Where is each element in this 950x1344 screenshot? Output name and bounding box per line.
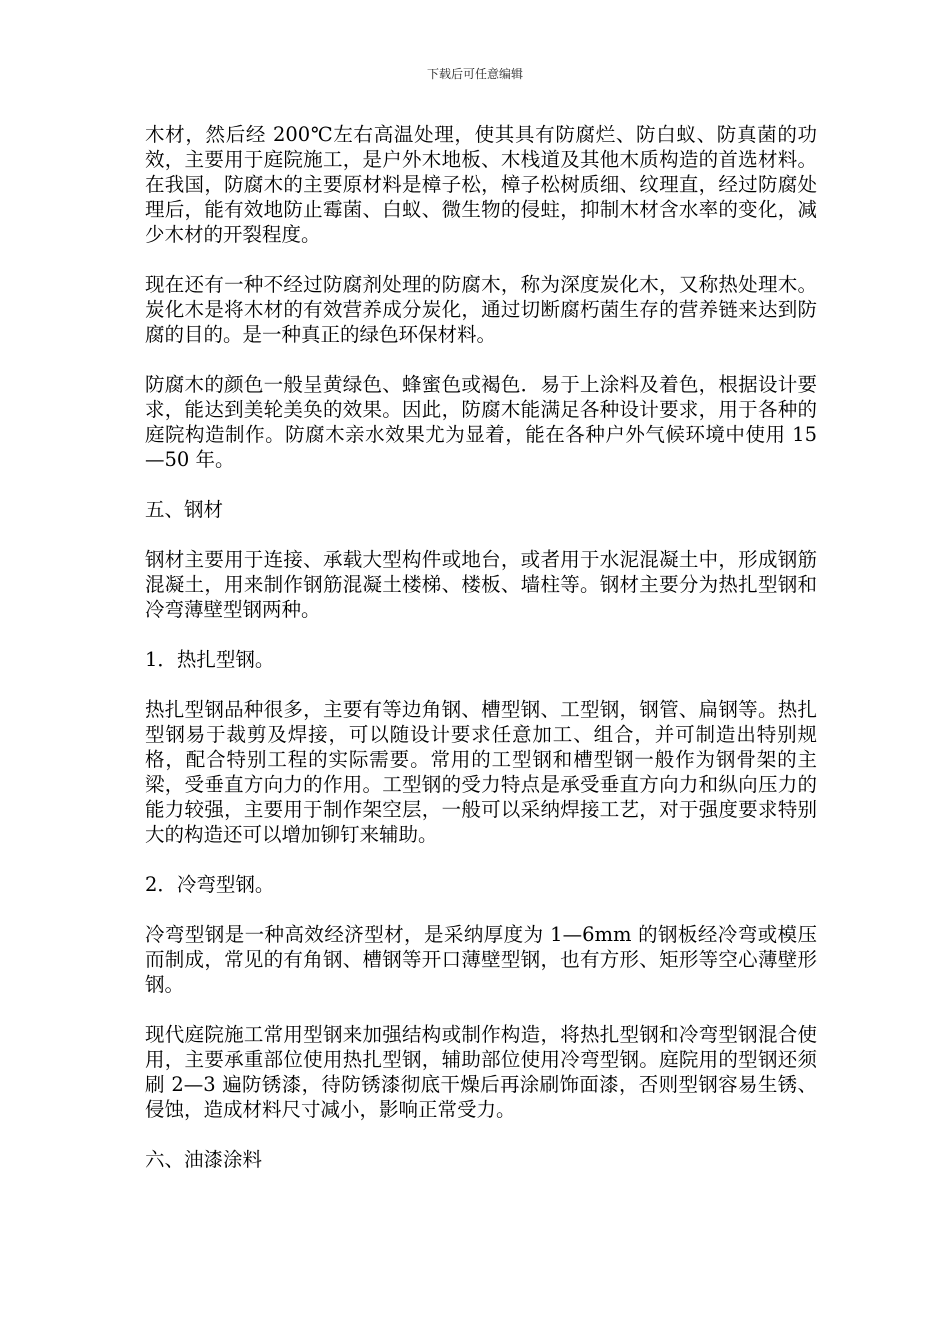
subheading-cold-formed-steel: 2．冷弯型钢。	[145, 873, 275, 896]
section-heading-steel: 五、钢材	[145, 498, 224, 521]
paragraph-steel-usage: 钢材主要用于连接、承载大型构件或地台，或者用于水泥混凝土中，形成钢筋混凝土，用来制作钢筋混凝土楼梯、楼板、墙柱等。钢材主要分为热扎型钢和冷弯薄壁型钢两种。	[145, 548, 817, 621]
paragraph-wood-color: 防腐木的颜色一般呈黄绿色、蜂蜜色或褐色．易于上涂料及着色，根据设计要求，能达到美轮美奂的效果。因此，防腐木能满足各种设计要求，用于各种的庭院构造制作。防腐木亲水效果尤为显着，能在各种户外气候环境中使用 15—50 年。	[145, 373, 817, 471]
paragraph-steel-mixed-use: 现代庭院施工常用型钢来加强结构或制作构造，将热扎型钢和冷弯型钢混合使用，主要承重部位使用热扎型钢，辅助部位使用冷弯型钢。庭院用的型钢还须刷 2—3 遍防锈漆，待防锈漆彻底干燥后再涂刷饰面漆，否则型钢容易生锈、侵蚀，造成材料尺寸减小，影响正常受力。	[145, 1023, 817, 1121]
paragraph-carbonized-wood: 现在还有一种不经过防腐剂处理的防腐木，称为深度炭化木，又称热处理木。炭化木是将木材的有效营养成分炭化，通过切断腐朽菌生存的营养链来达到防腐的目的。是一种真正的绿色环保材料。	[145, 273, 817, 346]
subheading-hot-rolled-steel: 1．热扎型钢。	[145, 648, 275, 671]
paragraph-anticorrosive-wood-treatment: 木材，然后经 200℃左右高温处理，使其具有防腐烂、防白蚁、防真菌的功效，主要用于庭院施工，是户外木地板、木栈道及其他木质构造的首选材料。在我国，防腐木的主要原材料是樟子松，樟子松树质细、纹理直，经过防腐处理后，能有效地防止霉菌、白蚁、微生物的侵蛀，抑制木材含水率的变化，减少木材的开裂程度。	[145, 123, 817, 246]
paragraph-hot-rolled-steel: 热扎型钢品种很多，主要有等边角钢、槽型钢、工型钢，钢管、扁钢等。热扎型钢易于裁剪及焊接，可以随设计要求任意加工、组合，并可制造出特别规格，配合特别工程的实际需要。常用的工型钢和槽型钢一般作为钢骨架的主梁，受垂直方向力的作用。工型钢的受力特点是承受垂直方向力和纵向压力的能力较强，主要用于制作架空层，一般可以采纳焊接工艺，对于强度要求特别大的构造还可以增加铆钉来辅助。	[145, 698, 817, 846]
document-body	[145, 122, 817, 1197]
page-header: 下载后可任意编辑	[426, 67, 523, 81]
section-heading-paint-coatings: 六、油漆涂料	[145, 1148, 263, 1171]
paragraph-cold-formed-steel: 冷弯型钢是一种高效经济型材，是采纳厚度为 1—6mm 的钢板经冷弯或模压而制成，常见的有角钢、槽钢等开口薄壁型钢，也有方形、矩形等空心薄壁形钢。	[145, 923, 817, 996]
